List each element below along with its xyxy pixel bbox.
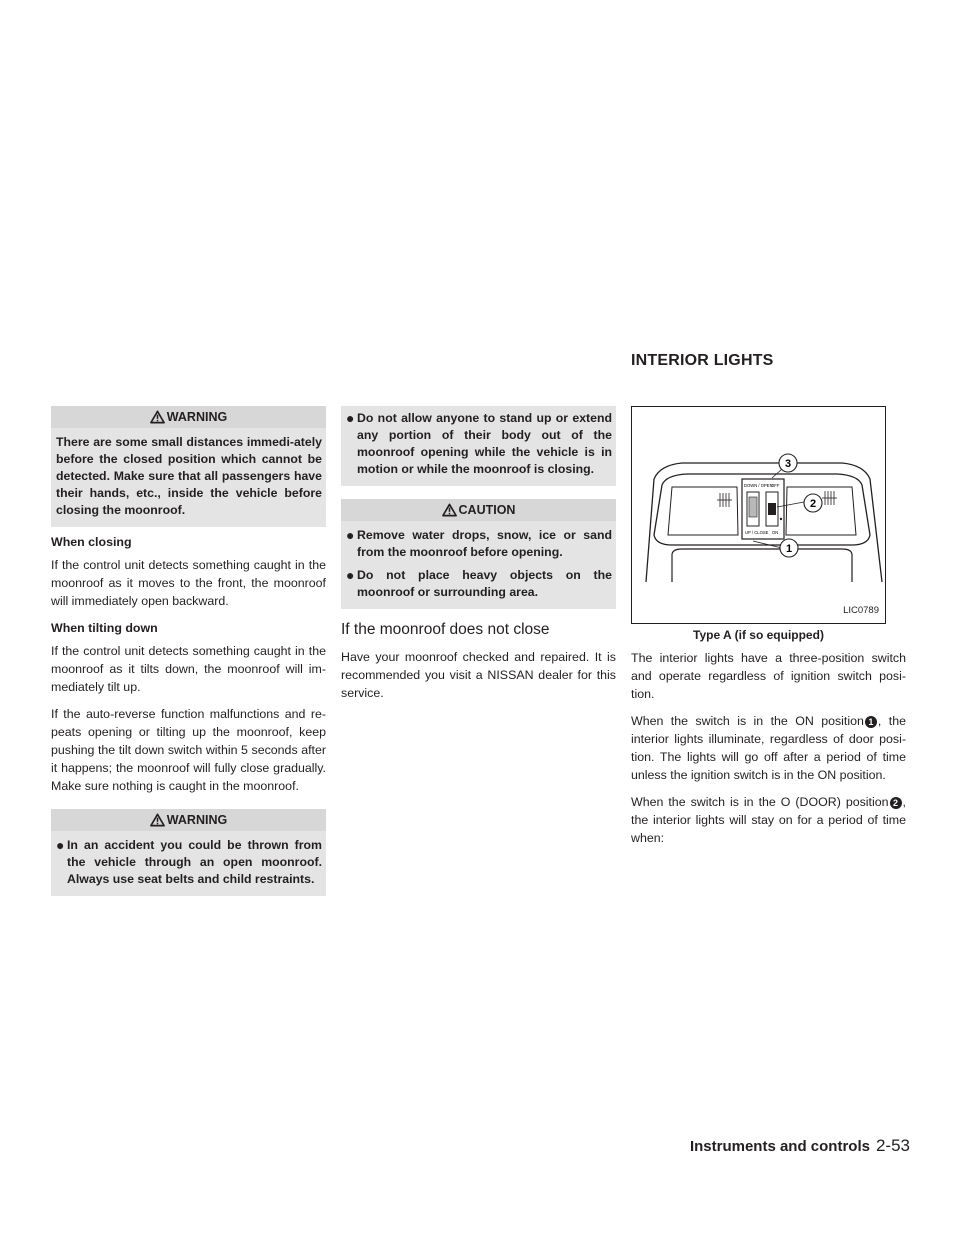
- callout-1: [780, 539, 798, 557]
- warning-title: WARNING: [166, 410, 228, 424]
- page-footer: [690, 1136, 910, 1156]
- callout-2: [804, 494, 822, 512]
- door-position-text: When the switch is in the O (DOOR) position 2 , the interior lights will stay on for a period of time when:: [631, 795, 906, 845]
- warning-text: There are some small distances immedi-ately before the closed position which cannot be detected. Make sure that all passengers have their hands, etc., inside the vehicle before closing the moonroof.: [56, 435, 322, 517]
- warning-triangle-icon: [150, 813, 165, 827]
- moonroof-not-close-heading: If the moonroof does not close: [341, 621, 550, 638]
- when-tilting-heading: When tilting down: [51, 621, 158, 635]
- auto-reverse-text: If the auto-reverse function malfunctions and re-peats opening or tilting up the moonroof, keep pushing the tilt down switch within 5 seconds after it happens; the moonroof will fully close gradually. Make sure nothing is caught in the moonroof.: [51, 707, 326, 793]
- warning-box: [51, 809, 326, 896]
- warning-box-continued: [341, 406, 616, 486]
- warning-item: ● In an accident you could be thrown from the vehicle through an open moonroof. Always use seat belts and child restraints.: [56, 837, 322, 886]
- switch-label-up-close: UP / CLOSE: [745, 530, 769, 535]
- switch-label-down-open: DOWN / OPEN: [744, 483, 773, 488]
- svg-text:3: 3: [784, 458, 792, 470]
- switch-label-off: OFF: [771, 483, 780, 488]
- warning-header: [51, 809, 326, 831]
- column-left: [51, 406, 326, 896]
- circled-number-1-icon: 1: [865, 716, 877, 728]
- caution-item: ● Do not place heavy objects on the moonroof or surrounding area.: [346, 567, 612, 599]
- when-closing-text: If the control unit detects something caught in the moonroof as it moves to the front, the moonroof will immediately open backward.: [51, 558, 326, 608]
- switch-description-text: The interior lights have a three-position switch and operate regardless of ignition switch posi-tion.: [631, 651, 906, 701]
- warning-box: [51, 406, 326, 527]
- warning-header: [51, 406, 326, 428]
- svg-text:2: 2: [809, 498, 817, 510]
- svg-text:1: 1: [785, 543, 793, 555]
- warning-title: WARNING: [166, 813, 228, 827]
- on-position-text: When the switch is in the ON position 1 , the interior lights illuminate, regardless of door posi-tion. The lights will go off after a period of time unless the ignition switch is in the ON position.: [631, 714, 906, 782]
- interior-light-figure: [631, 406, 886, 624]
- caution-list: [341, 521, 616, 609]
- warning-triangle-icon: [442, 503, 457, 517]
- bullet-icon: ●: [346, 567, 355, 583]
- page-number: 2-53: [875, 1136, 910, 1155]
- column-right: [631, 406, 906, 856]
- bullet-icon: ●: [56, 837, 65, 853]
- circled-number-2-icon: 2: [890, 797, 902, 809]
- switch-label-on: ON: [772, 530, 779, 535]
- figure-code: LIC0789: [843, 605, 879, 616]
- callout-3: [779, 454, 797, 472]
- footer-section-name: Instruments and controls: [689, 1138, 870, 1155]
- caution-box: [341, 499, 616, 609]
- warning-list: [51, 831, 326, 896]
- when-closing-heading: When closing: [51, 535, 132, 549]
- warning-triangle-icon: [150, 410, 165, 424]
- interior-light-illustration: [632, 407, 887, 625]
- warning-list: [341, 406, 616, 486]
- bullet-icon: ●: [346, 410, 355, 426]
- section-heading: INTERIOR LIGHTS: [631, 352, 774, 369]
- caution-title: CAUTION: [458, 503, 516, 517]
- bullet-icon: ●: [346, 527, 355, 543]
- moonroof-not-close-text: Have your moonroof checked and repaired. It is recommended you visit a NISSAN dealer for this service.: [341, 650, 616, 700]
- when-tilting-text: If the control unit detects something caught in the moonroof as it tilts down, the moonroof will im-mediately tilt up.: [51, 644, 326, 694]
- warning-item: ● Do not allow anyone to stand up or extend any portion of their body out of the moonroof opening while the vehicle is in motion or while the moonroof is closing.: [346, 410, 612, 476]
- caution-header: [341, 499, 616, 521]
- caution-item: ● Remove water drops, snow, ice or sand from the moonroof before opening.: [346, 527, 612, 559]
- figure-caption: Type A (if so equipped): [693, 628, 824, 642]
- column-middle: [341, 406, 616, 711]
